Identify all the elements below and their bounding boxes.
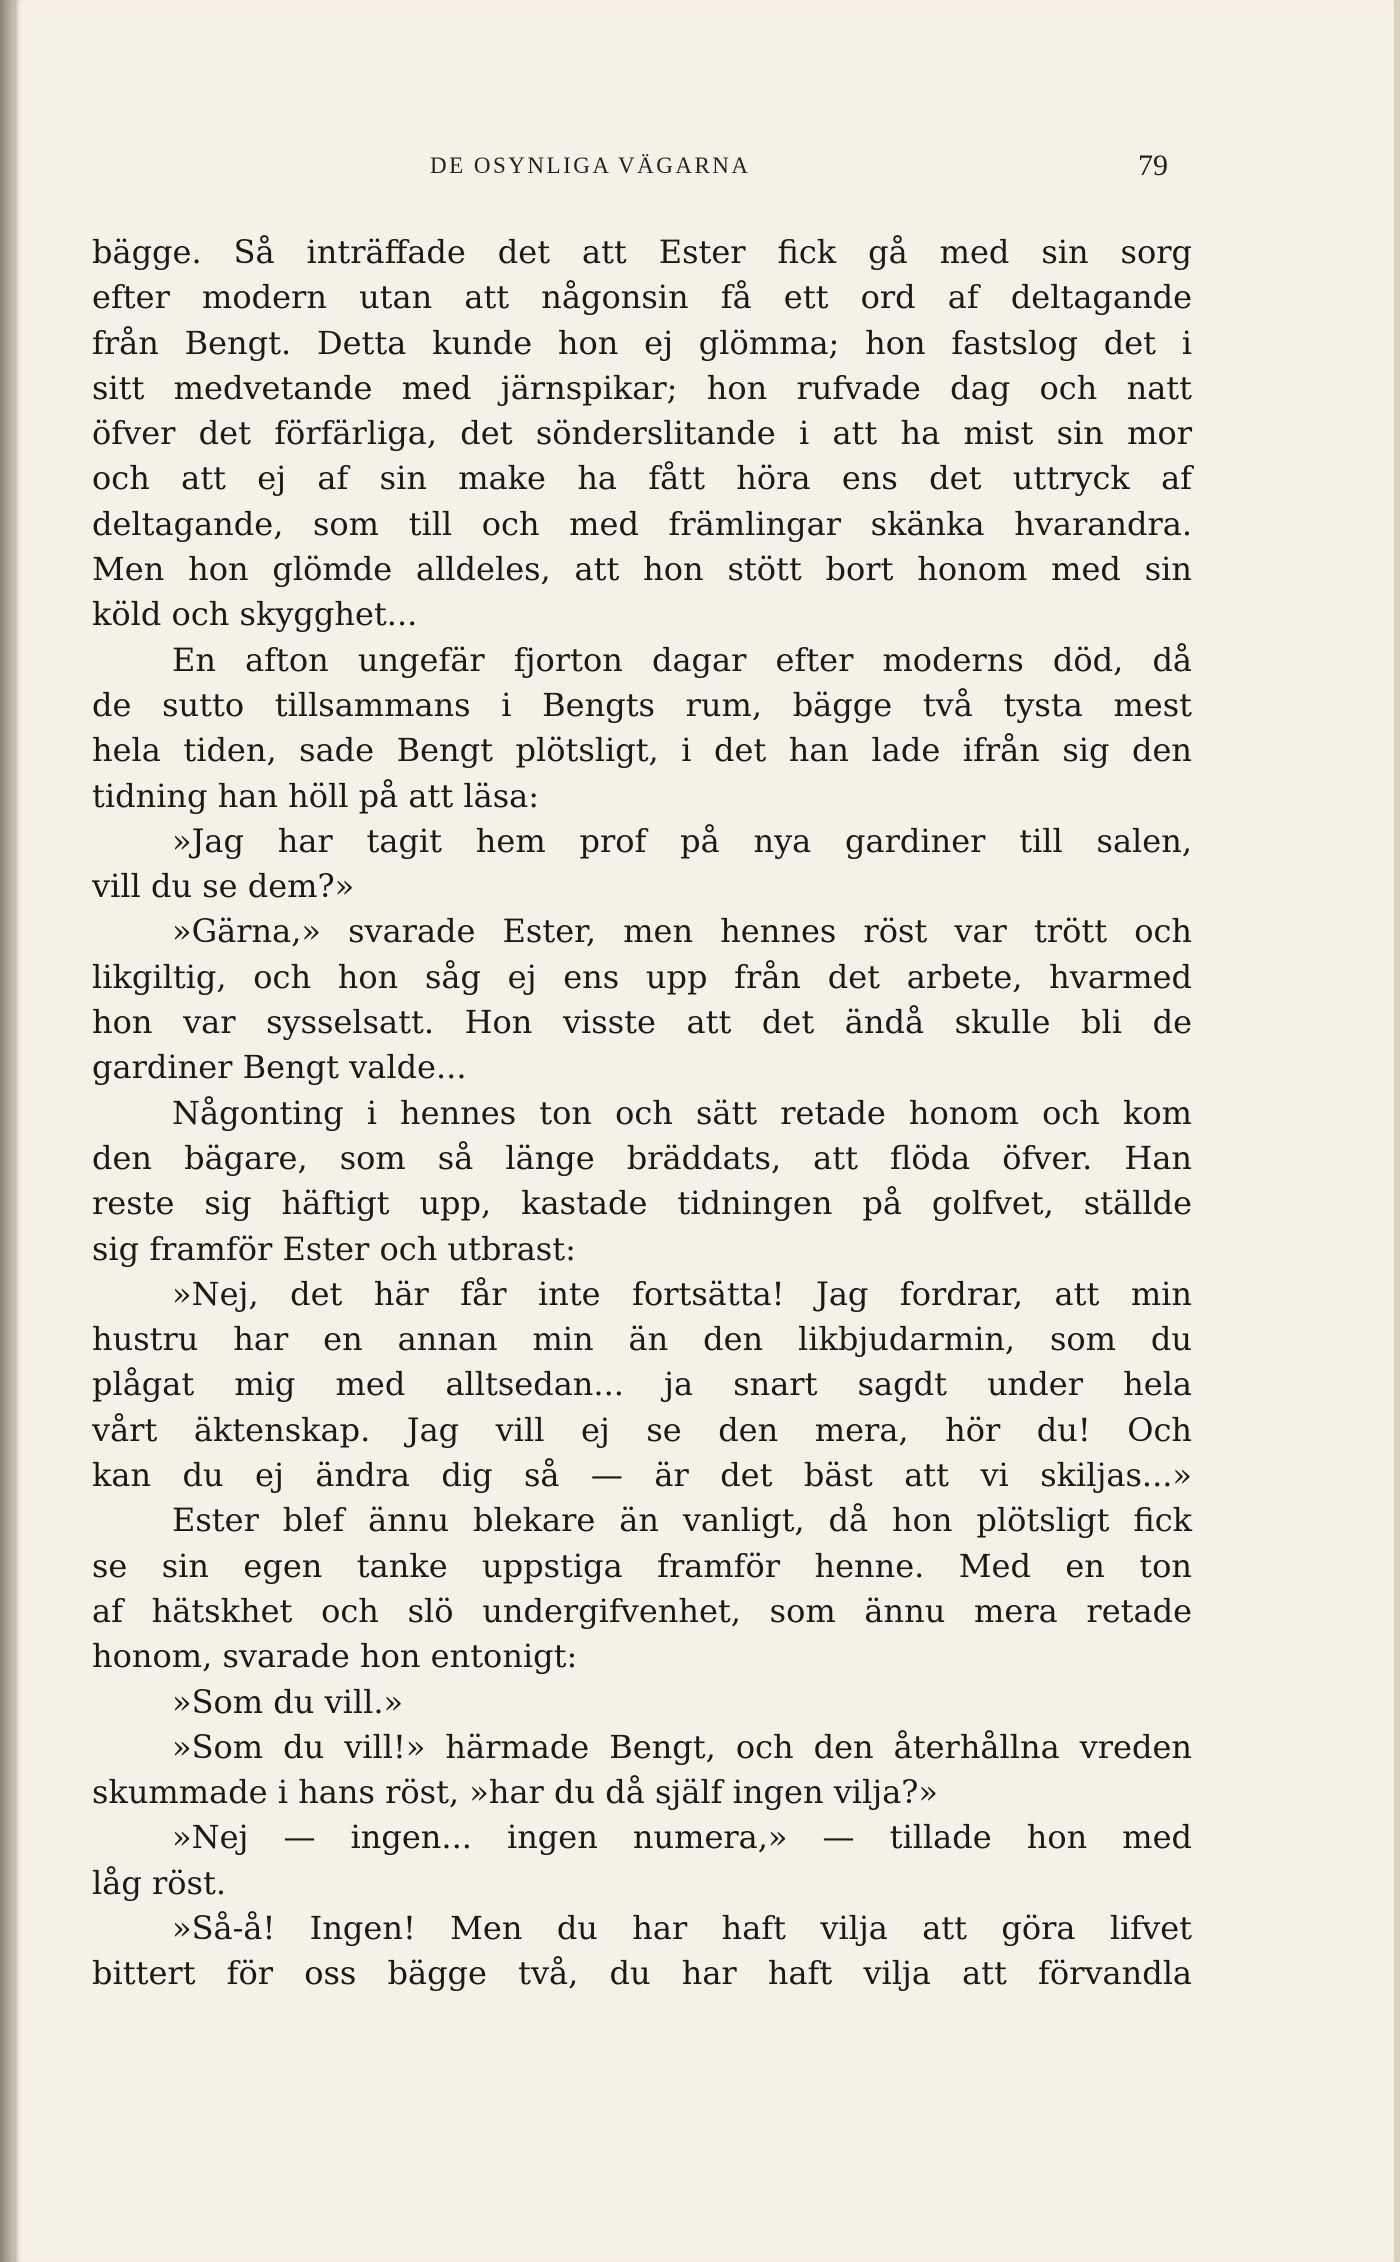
text-line: plågat mig med alltsedan... ja snart sagdt under hela	[92, 1365, 1192, 1404]
book-page	[14, 0, 1394, 2262]
text-line: »Jag har tagit hem prof på nya gardiner till salen,	[172, 821, 1192, 860]
text-line: Men hon glömde alldeles, att hon stött bort honom med sin	[92, 550, 1192, 589]
page-header	[14, 149, 1394, 193]
text-line: »Nej, det här får inte fortsätta! Jag fordrar, att min	[172, 1274, 1192, 1313]
text-line: Ester blef ännu blekare än vanligt, då hon plötsligt fick	[172, 1501, 1192, 1540]
text-line: af hätskhet och slö undergifvenhet, som ännu mera retade	[92, 1591, 1192, 1630]
text-line: Någonting i hennes ton och sätt retade honom och kom	[172, 1093, 1192, 1132]
text-line: sig framför Ester och utbrast:	[92, 1229, 576, 1268]
running-title: DE OSYNLIGA VÄGARNA	[430, 153, 751, 178]
text-line: efter modern utan att någonsin få ett ord af deltagande	[92, 278, 1192, 317]
text-line: deltagande, som till och med främlingar skänka hvarandra.	[92, 504, 1192, 543]
text-line: hon var sysselsatt. Hon visste att det ändå skulle bli de	[92, 1003, 1192, 1042]
text-line: En afton ungefär fjorton dagar efter moderns död, då	[172, 640, 1192, 679]
text-line: »Så-å! Ingen! Men du har haft vilja att göra lifvet	[172, 1908, 1192, 1947]
text-line: gardiner Bengt valde...	[92, 1048, 467, 1087]
text-line: de sutto tillsammans i Bengts rum, bägge två tysta mest	[92, 685, 1192, 724]
text-line: hustru har en annan min än den likbjudarmin, som du	[92, 1320, 1192, 1359]
text-line: den bägare, som så länge bräddats, att flöda öfver. Han	[92, 1138, 1192, 1177]
text-line: och att ej af sin make ha fått höra ens det uttryck af	[92, 459, 1192, 498]
text-line: låg röst.	[92, 1863, 226, 1902]
text-line: tidning han höll på att läsa:	[92, 776, 539, 815]
text-line: »Nej — ingen... ingen numera,» — tillade hon med	[172, 1818, 1192, 1857]
body-text	[92, 230, 1192, 1997]
text-line: skummade i hans röst, »har du då själf ingen vilja?»	[92, 1773, 938, 1812]
text-line: bittert för oss bägge två, du har haft vilja att förvandla	[92, 1954, 1192, 1993]
text-line: honom, svarade hon entonigt:	[92, 1637, 578, 1676]
text-line: vill du se dem?»	[92, 867, 355, 906]
text-line: från Bengt. Detta kunde hon ej glömma; hon fastslog det i	[92, 323, 1192, 362]
text-line: »Som du vill!» härmade Bengt, och den återhållna vreden	[172, 1727, 1192, 1766]
page-edge	[0, 0, 14, 2262]
text-line: reste sig häftigt upp, kastade tidningen på golfvet, ställde	[92, 1184, 1192, 1223]
text-line: se sin egen tanke uppstiga framför henne. Med en ton	[92, 1546, 1192, 1585]
text-line: »Som du vill.»	[172, 1682, 404, 1721]
text-line: hela tiden, sade Bengt plötsligt, i det han lade ifrån sig den	[92, 731, 1192, 770]
text-line: sitt medvetande med järnspikar; hon rufvade dag och natt	[92, 368, 1192, 407]
text-line: köld och skygghet...	[92, 595, 418, 634]
text-line: »Gärna,» svarade Ester, men hennes röst var trött och	[172, 912, 1192, 951]
text-line: bägge. Så inträffade det att Ester fick gå med sin sorg	[92, 233, 1192, 271]
text-line: kan du ej ändra dig så — är det bäst att vi skiljas...»	[92, 1456, 1192, 1495]
page-number: 79	[1138, 149, 1168, 182]
text-line: vårt äktenskap. Jag vill ej se den mera, hör du! Och	[92, 1410, 1192, 1449]
text-line: öfver det förfärliga, det sönderslitande i att ha mist sin mor	[92, 414, 1192, 453]
text-line: likgiltig, och hon såg ej ens upp från det arbete, hvarmed	[92, 957, 1192, 996]
